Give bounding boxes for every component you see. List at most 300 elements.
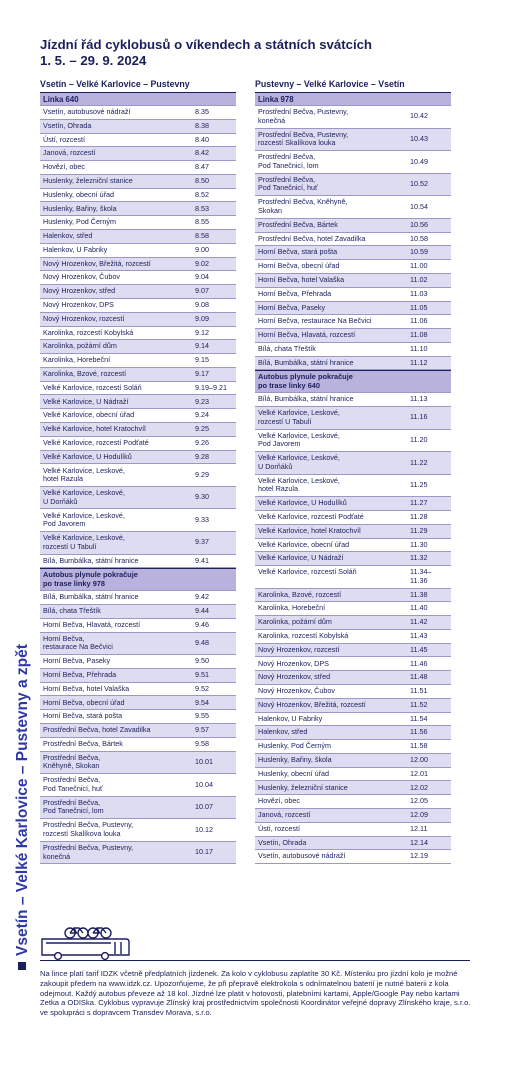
stop-name: Karolinka, požární dům bbox=[258, 617, 332, 627]
departure-time: 11.54 bbox=[410, 713, 428, 723]
timetable-row bbox=[40, 188, 236, 202]
stop-name: Bílá, Bumbálka, státní hranice bbox=[258, 394, 354, 404]
stop-name: Janová, rozcestí bbox=[258, 810, 311, 820]
departure-time: 9.23 bbox=[195, 396, 209, 406]
line-label: Linka 640 bbox=[40, 92, 236, 105]
stop-name: Nový Hrozenkov, střed bbox=[258, 672, 331, 682]
stop-name: Horní Bečva, hotel Valaška bbox=[43, 683, 130, 693]
stop-name: Velké Karlovice, Leskové, Pod Javorem bbox=[43, 510, 125, 529]
departure-time: 11.40 bbox=[410, 603, 428, 613]
stop-name: Halenkov, střed bbox=[43, 231, 93, 241]
stop-name: Prostřední Bečva, Bártek bbox=[43, 738, 123, 748]
timetable-row bbox=[40, 119, 236, 133]
timetable-row bbox=[40, 841, 236, 864]
departure-time: 11.46 bbox=[410, 658, 428, 668]
departure-time: 12.02 bbox=[410, 782, 428, 792]
stop-name: Vsetín, Ohrada bbox=[43, 120, 92, 130]
timetable-row bbox=[40, 450, 236, 464]
timetable-row bbox=[40, 394, 236, 408]
stop-name: Velké Karlovice, U Nádraží bbox=[258, 553, 344, 563]
stop-name: Huslenky, železniční stanice bbox=[43, 176, 133, 185]
timetable-row bbox=[255, 429, 451, 452]
timetable-row bbox=[40, 146, 236, 160]
departure-time: 9.09 bbox=[195, 313, 209, 323]
timetable-row bbox=[255, 105, 451, 128]
departure-time: 11.34–11.36 bbox=[410, 567, 432, 585]
departure-time: 11.45 bbox=[410, 644, 428, 654]
title-line-1: Jízdní řád cyklobusů o víkendech a státních svátcích bbox=[40, 37, 372, 52]
stop-name: Huslenky, Bařiny, škola bbox=[258, 755, 332, 764]
timetable-row bbox=[40, 796, 236, 819]
stop-name: Velké Karlovice, rozcestí Soláň bbox=[258, 567, 357, 577]
stop-name: Velké Karlovice, Leskové, hotel Razula bbox=[258, 475, 340, 494]
departure-time: 12.14 bbox=[410, 837, 428, 847]
stop-name: Velké Karlovice, Leskové, U Dorňáků bbox=[43, 488, 125, 506]
footer-divider bbox=[40, 960, 470, 961]
stop-name: Prostřední Bečva, Pustevny, konečná bbox=[258, 107, 349, 125]
timetable-row bbox=[255, 356, 451, 370]
departure-time: 9.12 bbox=[195, 327, 209, 337]
stop-name: Horní Bečva, stará pošta bbox=[258, 247, 338, 257]
stop-name: Velké Karlovice, Leskové, Pod Javorem bbox=[258, 430, 340, 449]
departure-time: 9.54 bbox=[195, 697, 209, 707]
departure-time: 8.38 bbox=[195, 120, 209, 130]
departure-time: 11.30 bbox=[410, 539, 428, 549]
stop-name: Prostřední Bečva, Pod Tanečnicí, lom bbox=[43, 797, 104, 816]
timetable-row bbox=[255, 287, 451, 301]
stop-name: Prostřední Bečva, Kněhyně, Skokan bbox=[43, 752, 101, 771]
departure-time: 11.05 bbox=[410, 302, 428, 312]
stop-name: Karolinka, rozcestí Kobylská bbox=[43, 327, 134, 337]
timetable-row bbox=[40, 257, 236, 271]
stop-name: Nový Hrozenkov, rozcestí bbox=[258, 644, 340, 654]
stop-name: Velké Karlovice, U Nádraží bbox=[43, 396, 129, 406]
departure-time: 10.59 bbox=[410, 247, 428, 257]
timetable-row bbox=[255, 173, 451, 196]
stop-name: Prostřední Bečva, Pustevny, rozcestí Skalíkova louka bbox=[258, 129, 349, 148]
departure-time: 9.58 bbox=[195, 738, 209, 748]
departure-time: 9.52 bbox=[195, 683, 209, 693]
timetable-row bbox=[255, 496, 451, 510]
departure-time: 8.55 bbox=[195, 217, 209, 227]
timetable-row bbox=[40, 463, 236, 486]
timetable-row bbox=[255, 822, 451, 836]
departure-time: 10.42 bbox=[410, 111, 428, 121]
timetable-row bbox=[40, 682, 236, 696]
departure-time: 11.08 bbox=[410, 330, 428, 340]
timetable-row bbox=[255, 328, 451, 342]
timetable-row bbox=[40, 668, 236, 682]
stop-name: Karolinka, rozcestí Kobylská bbox=[258, 630, 349, 640]
timetable-row bbox=[40, 312, 236, 326]
departure-time: 9.51 bbox=[195, 669, 209, 679]
stop-name: Horní Bečva, obecní úřad bbox=[258, 261, 340, 271]
stop-name: Horní Bečva, restaurace Na Bečvici bbox=[43, 633, 113, 652]
timetable-row bbox=[255, 698, 451, 712]
stop-name: Nový Hrozenkov, střed bbox=[43, 286, 116, 296]
stop-name: Bílá, chata Třeštík bbox=[258, 343, 316, 353]
departure-time: 9.08 bbox=[195, 300, 209, 310]
timetable-row bbox=[40, 486, 236, 509]
departure-time: 12.19 bbox=[410, 851, 428, 861]
departure-time: 9.15 bbox=[195, 355, 209, 365]
departure-time: 9.00 bbox=[195, 244, 209, 254]
departure-time: 9.07 bbox=[195, 286, 209, 296]
timetable-row bbox=[40, 654, 236, 668]
departure-time: 11.13 bbox=[410, 394, 428, 404]
stop-name: Prostřední Bečva, Pustevny, konečná bbox=[43, 842, 134, 861]
continuation-notice: Autobus plynule pokračuje po trase linky 978 bbox=[40, 568, 236, 590]
stop-name: Prostřední Bečva, hotel Zavadilka bbox=[258, 233, 366, 243]
stop-name: Prostřední Bečva, Pustevny, rozcestí Skalíkova louka bbox=[43, 820, 134, 838]
timetable-row bbox=[255, 524, 451, 538]
stop-name: Bílá, Bumbálka, státní hranice bbox=[43, 555, 139, 565]
stop-name: Velké Karlovice, hotel Kratochvíl bbox=[258, 525, 361, 535]
timetable-row bbox=[255, 725, 451, 739]
stop-name: Halenkov, střed bbox=[258, 727, 308, 737]
stop-name: Prostřední Bečva, hotel Zavadilka bbox=[43, 725, 151, 735]
timetable-row bbox=[255, 406, 451, 429]
stop-name: Huslenky, obecní úřad bbox=[258, 768, 329, 778]
departure-time: 11.48 bbox=[410, 672, 428, 682]
stop-list bbox=[40, 590, 236, 864]
timetable-row bbox=[40, 284, 236, 298]
departure-time: 10.04 bbox=[195, 779, 213, 789]
stop-name: Bílá, Bumbálka, státní hranice bbox=[258, 357, 354, 367]
departure-time: 8.47 bbox=[195, 162, 209, 172]
timetable-row bbox=[255, 753, 451, 767]
stop-name: Prostřední Bečva, Pod Tanečnicí, huť bbox=[43, 775, 103, 793]
stop-name: Karolinka, Horebeční bbox=[43, 355, 111, 365]
stop-name: Ústí, rozcestí bbox=[258, 823, 300, 833]
stop-name: Velké Karlovice, Leskové, hotel Razula bbox=[43, 465, 125, 484]
departure-time: 11.43 bbox=[410, 630, 428, 640]
stop-name: Hovězí, obec bbox=[43, 162, 85, 172]
timetable-row bbox=[40, 695, 236, 709]
timetable-row bbox=[40, 381, 236, 395]
departure-time: 9.48 bbox=[195, 637, 209, 647]
timetable-row bbox=[40, 531, 236, 554]
timetable-row bbox=[255, 836, 451, 850]
departure-time: 9.55 bbox=[195, 711, 209, 721]
timetable-row bbox=[40, 243, 236, 257]
timetable-row bbox=[40, 436, 236, 450]
departure-time: 9.57 bbox=[195, 725, 209, 735]
stop-name: Horní Bečva, Paseky bbox=[258, 302, 326, 312]
departure-time: 9.30 bbox=[195, 492, 209, 502]
departure-time: 11.16 bbox=[410, 412, 428, 422]
stop-name: Hovězí, obec bbox=[258, 796, 300, 806]
stop-name: Velké Karlovice, obecní úřad bbox=[43, 410, 135, 420]
departure-time: 10.58 bbox=[410, 233, 428, 243]
page-title bbox=[40, 37, 480, 69]
stop-name: Karolinka, Bzové, rozcestí bbox=[43, 368, 127, 378]
departure-time: 9.50 bbox=[195, 656, 209, 666]
timetable-row bbox=[255, 538, 451, 552]
timetable-row bbox=[255, 392, 451, 406]
stop-name: Nový Hrozenkov, Břežitá, rozcestí bbox=[258, 699, 366, 709]
square-bullet-icon bbox=[18, 962, 26, 970]
timetable-row bbox=[255, 780, 451, 794]
timetable-row bbox=[255, 451, 451, 474]
stop-name: Prostřední Bečva, Kněhyně, Skokan bbox=[258, 197, 348, 216]
departure-time: 11.22 bbox=[410, 457, 428, 467]
departure-time: 9.17 bbox=[195, 368, 209, 378]
timetable-row bbox=[40, 174, 236, 188]
stop-name: Horní Bečva, obecní úřad bbox=[43, 697, 125, 707]
timetable-row bbox=[255, 474, 451, 497]
stop-name: Velké Karlovice, hotel Kratochvíl bbox=[43, 424, 146, 434]
departure-time: 9.33 bbox=[195, 514, 209, 524]
departure-time: 8.40 bbox=[195, 134, 209, 144]
timetable-row bbox=[255, 712, 451, 726]
stop-name: Velké Karlovice, rozcestí Podťaté bbox=[258, 512, 364, 522]
stop-name: Nový Hrozenkov, DPS bbox=[43, 300, 114, 310]
timetable-row bbox=[255, 314, 451, 328]
departure-time: 11.28 bbox=[410, 512, 428, 522]
timetable-row bbox=[40, 773, 236, 796]
stop-name: Huslenky, obecní úřad bbox=[43, 189, 114, 199]
stop-name: Huslenky, Pod Černým bbox=[43, 217, 116, 227]
timetable-row bbox=[40, 709, 236, 723]
timetable-row bbox=[40, 508, 236, 531]
departure-time: 9.26 bbox=[195, 437, 209, 447]
timetable-row bbox=[255, 245, 451, 259]
timetable-row bbox=[40, 353, 236, 367]
departure-time: 8.35 bbox=[195, 107, 209, 117]
departure-time: 11.32 bbox=[410, 553, 428, 563]
departure-time: 11.56 bbox=[410, 727, 428, 737]
stop-name: Huslenky, Pod Černým bbox=[258, 741, 331, 751]
stop-name: Velké Karlovice, rozcestí Podťaté bbox=[43, 437, 149, 447]
departure-time: 9.25 bbox=[195, 424, 209, 434]
timetable-row bbox=[40, 818, 236, 841]
departure-time: 11.03 bbox=[410, 288, 428, 298]
stop-name: Horní Bečva, Přehrada bbox=[258, 288, 332, 298]
line-label: Linka 978 bbox=[255, 92, 451, 105]
stop-name: Karolinka, Bzové, rozcestí bbox=[258, 589, 342, 599]
timetable-row bbox=[255, 301, 451, 315]
timetable-row bbox=[255, 643, 451, 657]
timetable-row bbox=[255, 195, 451, 218]
departure-time: 11.12 bbox=[410, 357, 428, 367]
timetable-row bbox=[40, 339, 236, 353]
timetable-row bbox=[255, 656, 451, 670]
departure-time: 9.02 bbox=[195, 258, 209, 268]
departure-time: 10.07 bbox=[195, 802, 213, 812]
departure-time: 9.19–9.21 bbox=[195, 382, 227, 392]
departure-time: 9.14 bbox=[195, 341, 209, 351]
stop-name: Velké Karlovice, U Hodulíků bbox=[43, 451, 132, 461]
stop-name: Horní Bečva, Paseky bbox=[43, 656, 111, 666]
departure-time: 11.00 bbox=[410, 261, 428, 271]
timetable-row bbox=[255, 601, 451, 615]
timetable-row bbox=[40, 160, 236, 174]
departure-time: 9.44 bbox=[195, 606, 209, 616]
stop-name: Horní Bečva, Přehrada bbox=[43, 669, 117, 679]
departure-time: 8.42 bbox=[195, 148, 209, 158]
stop-list bbox=[40, 105, 236, 568]
stop-name: Bílá, Bumbálka, státní hranice bbox=[43, 592, 139, 602]
stop-name: Velké Karlovice, Leskové, U Dorňáků bbox=[258, 453, 340, 471]
timetable-row bbox=[255, 588, 451, 602]
timetable-row bbox=[255, 218, 451, 232]
timetable-row bbox=[255, 670, 451, 684]
timetable-row bbox=[255, 808, 451, 822]
stop-name: Velké Karlovice, rozcestí Soláň bbox=[43, 382, 142, 392]
timetable-row bbox=[40, 105, 236, 119]
departure-time: 8.58 bbox=[195, 231, 209, 241]
stop-name: Halenkov, U Fabriky bbox=[43, 244, 108, 254]
departure-time: 9.04 bbox=[195, 272, 209, 282]
timetable-row bbox=[255, 342, 451, 356]
stop-list bbox=[255, 105, 451, 370]
timetable-row bbox=[40, 751, 236, 774]
continuation-notice: Autobus plynule pokračuje po trase linky 640 bbox=[255, 370, 451, 392]
timetable-row bbox=[40, 422, 236, 436]
timetable-row bbox=[40, 604, 236, 618]
departure-time: 8.52 bbox=[195, 189, 209, 199]
timetable-row bbox=[40, 618, 236, 632]
timetable-row bbox=[40, 737, 236, 751]
stop-name: Bílá, chata Třeštík bbox=[43, 606, 101, 616]
stop-name: Prostřední Bečva, Pod Tanečnicí, huť bbox=[258, 174, 318, 193]
timetable-row bbox=[40, 229, 236, 243]
departure-time: 11.58 bbox=[410, 741, 428, 751]
stop-name: Velké Karlovice, Leskové, rozcestí U Tabulí bbox=[43, 533, 125, 551]
timetable-row bbox=[255, 767, 451, 781]
stop-name: Nový Hrozenkov, DPS bbox=[258, 658, 329, 668]
stop-name: Vsetín, autobusové nádraží bbox=[43, 107, 131, 117]
stop-name: Velké Karlovice, obecní úřad bbox=[258, 539, 350, 549]
departure-time: 10.43 bbox=[410, 134, 428, 144]
timetable-row bbox=[255, 629, 451, 643]
timetable-row bbox=[40, 133, 236, 147]
timetable-row bbox=[255, 273, 451, 287]
footer-note: Na lince platí tarif IDZK včetně předplatních jízdenek. Za kolo v cyklobusu zaplatíte 30 Kč. Místenku pro jízdní kolo je možné zakoupit předem na www.idzk.cz. Upozorňujeme, že při přepravě elektrokola s odnímatelnou baterií je nutné baterii z kola odejmout. Každý autobus převeze až 18 kol. Jízdné lze platit v hotovosti, platebními kartami, Apple/Google Pay nebo kartami Zetka a ODISka. Cyklobus vypravuje Zlínský kraj prostřednictvím společnosti Koordinátor veřejné dopravy Zlínského kraje, s.r.o. ve spolupráci s dopravcem Transdev Morava, s.r.o. bbox=[40, 969, 471, 1018]
departure-time: 11.02 bbox=[410, 275, 428, 285]
departure-time: 11.25 bbox=[410, 480, 428, 490]
departure-time: 10.17 bbox=[195, 847, 213, 857]
departure-time: 11.27 bbox=[410, 498, 428, 508]
stop-name: Nový Hrozenkov, rozcestí bbox=[43, 313, 125, 323]
departure-time: 10.49 bbox=[410, 156, 428, 166]
title-line-2: 1. 5. – 29. 9. 2024 bbox=[40, 53, 147, 68]
departure-time: 12.09 bbox=[410, 810, 428, 820]
stop-name: Karolinka, požární dům bbox=[43, 341, 117, 351]
departure-time: 11.06 bbox=[410, 316, 428, 326]
timetable-row bbox=[255, 150, 451, 173]
departure-time: 11.38 bbox=[410, 589, 428, 599]
timetable-row bbox=[255, 739, 451, 753]
stop-name: Prostřední Bečva, Bártek bbox=[258, 219, 338, 229]
column-heading: Vsetín – Velké Karlovice – Pustevny bbox=[40, 79, 190, 89]
stop-name: Horní Bečva, Hlavatá, rozcestí bbox=[258, 330, 356, 340]
stop-name: Velké Karlovice, U Hodulíků bbox=[258, 498, 347, 508]
timetable-row bbox=[255, 615, 451, 629]
departure-time: 10.12 bbox=[195, 824, 213, 834]
side-label-text-wrap bbox=[11, 644, 35, 970]
departure-time: 9.37 bbox=[195, 537, 209, 547]
timetable-row bbox=[255, 849, 451, 863]
departure-time: 9.41 bbox=[195, 555, 209, 565]
timetable-row bbox=[40, 723, 236, 737]
stop-name: Janová, rozcestí bbox=[43, 148, 96, 158]
timetable-outbound bbox=[40, 78, 236, 864]
timetable-return bbox=[255, 78, 451, 864]
departure-time: 10.54 bbox=[410, 201, 428, 211]
departure-time: 10.56 bbox=[410, 219, 428, 229]
timetable-row bbox=[255, 232, 451, 246]
departure-time: 8.53 bbox=[195, 203, 209, 213]
stop-name: Karolinka, Horebeční bbox=[258, 603, 326, 613]
departure-time: 8.50 bbox=[195, 176, 209, 185]
timetable-row bbox=[40, 298, 236, 312]
stop-name: Nový Hrozenkov, Břežitá, rozcestí bbox=[43, 258, 151, 268]
timetable-row bbox=[40, 632, 236, 655]
departure-time: 11.42 bbox=[410, 617, 428, 627]
timetable-row bbox=[40, 408, 236, 422]
stop-name: Horní Bečva, stará pošta bbox=[43, 711, 123, 721]
timetable-row bbox=[40, 367, 236, 381]
stop-name: Horní Bečva, hotel Valaška bbox=[258, 275, 345, 285]
timetable-row bbox=[40, 326, 236, 340]
timetable-row bbox=[40, 590, 236, 604]
stop-name: Halenkov, U Fabriky bbox=[258, 713, 323, 723]
timetable-row bbox=[255, 510, 451, 524]
stop-name: Horní Bečva, Hlavatá, rozcestí bbox=[43, 619, 141, 629]
timetable-row bbox=[40, 554, 236, 568]
timetable-row bbox=[40, 201, 236, 215]
timetable-row bbox=[40, 270, 236, 284]
departure-time: 9.46 bbox=[195, 619, 209, 629]
stop-name: Nový Hrozenkov, Čubov bbox=[43, 272, 120, 282]
stop-name: Ústí, rozcestí bbox=[43, 134, 85, 144]
departure-time: 12.11 bbox=[410, 823, 428, 833]
departure-time: 11.52 bbox=[410, 699, 428, 709]
departure-time: 10.52 bbox=[410, 179, 428, 189]
timetable-row bbox=[255, 128, 451, 151]
departure-time: 11.10 bbox=[410, 343, 428, 353]
stop-name: Vsetín, autobusové nádraží bbox=[258, 851, 346, 861]
timetable-row bbox=[255, 565, 451, 587]
departure-time: 12.01 bbox=[410, 768, 428, 778]
side-label-text: Vsetín – Velké Karlovice – Pustevny a zpět bbox=[14, 644, 31, 956]
departure-time: 11.20 bbox=[410, 435, 428, 445]
departure-time: 11.29 bbox=[410, 525, 428, 535]
departure-time: 12.05 bbox=[410, 796, 428, 806]
timetable-row bbox=[40, 215, 236, 229]
departure-time: 10.01 bbox=[195, 757, 213, 767]
stop-name: Vsetín, Ohrada bbox=[258, 837, 307, 847]
stop-name: Horní Bečva, restaurace Na Bečvici bbox=[258, 316, 372, 326]
stop-name: Huslenky, železniční stanice bbox=[258, 782, 348, 792]
timetable-row bbox=[255, 551, 451, 565]
stop-list bbox=[255, 392, 451, 864]
timetable-row bbox=[255, 684, 451, 698]
departure-time: 11.51 bbox=[410, 686, 428, 696]
departure-time: 12.00 bbox=[410, 755, 428, 764]
column-heading: Pustevny – Velké Karlovice – Vsetín bbox=[255, 79, 405, 89]
timetable-row bbox=[255, 259, 451, 273]
departure-time: 9.28 bbox=[195, 451, 209, 461]
stop-name: Prostřední Bečva, Pod Tanečnicí, lom bbox=[258, 152, 319, 170]
departure-time: 9.29 bbox=[195, 469, 209, 479]
side-label bbox=[11, 644, 35, 970]
departure-time: 9.24 bbox=[195, 410, 209, 420]
timetable-row bbox=[255, 794, 451, 808]
stop-name: Huslenky, Bařiny, škola bbox=[43, 203, 117, 213]
